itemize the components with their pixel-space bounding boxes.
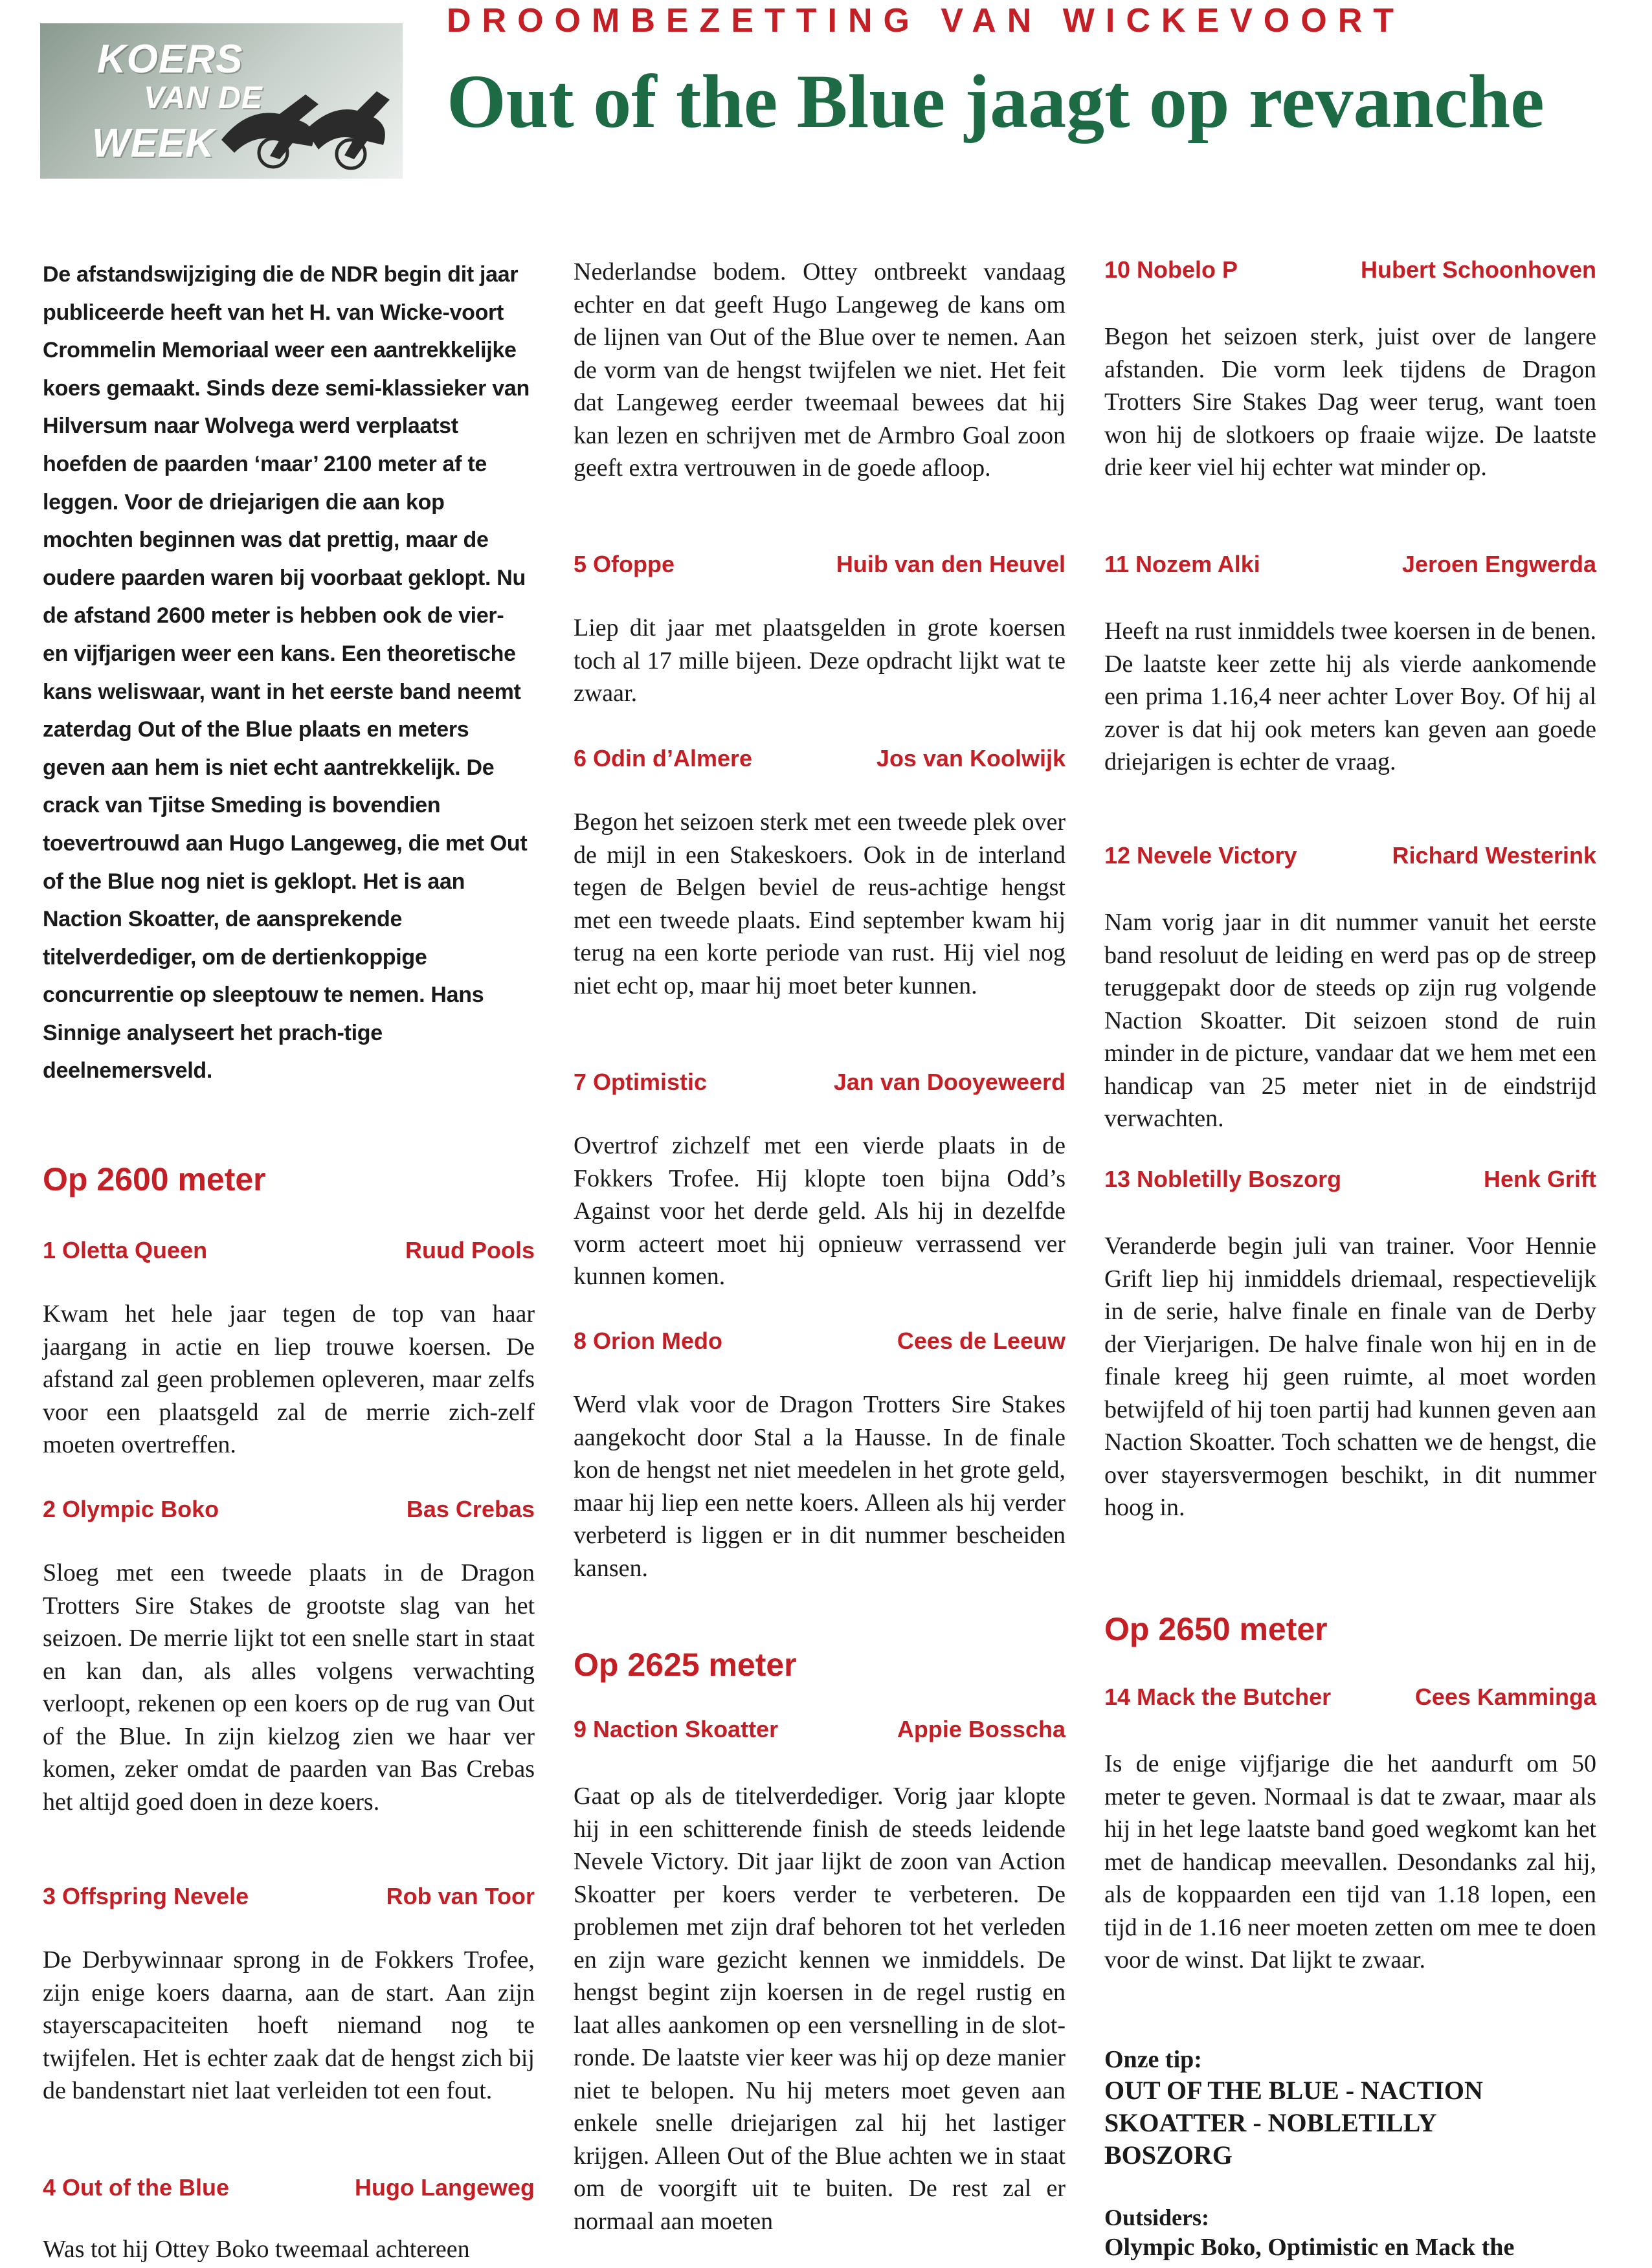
driver-name: Cees Kamminga xyxy=(1414,1684,1596,1710)
entry-1-header xyxy=(43,1236,535,1264)
horse-name: 9 Naction Skoatter xyxy=(574,1716,779,1742)
entry-5-header xyxy=(574,550,1066,578)
tip-line-1: OUT OF THE BLUE - NACTION xyxy=(1104,2076,1483,2105)
driver-name: Hubert Schoonhoven xyxy=(1360,256,1596,283)
horse-name: 7 Optimistic xyxy=(574,1069,708,1095)
entry-14-text: Is de enige vijfjarige die het aandurft om 50 meter te geven. Normaal is dat te zwaar, maar als hij in het lege laatste band goed wegkomt kan het met de handicap meevallen. Desondanks zal hij, als de koppaarden een tijd van 1.18 lopen, een tijd in de 1.16 neer moeten zetten om mee te doen voor de winst. Dat lijkt te zwaar. xyxy=(1104,1750,1596,1973)
column-2 xyxy=(574,256,1066,2268)
entry-11-text: Heeft na rust inmiddels twee koersen in de benen. De laatste keer zette hij als vierde aankomende een prima 1.16,4 neer achter Lover Boy. Of hij al zover is dat hij ook meters kan geven aan goede driejarigen is echter de vraag. xyxy=(1104,617,1596,775)
horse-name: 12 Nevele Victory xyxy=(1104,842,1297,869)
driver-name: Henk Grift xyxy=(1483,1166,1596,1192)
entry-7-header xyxy=(574,1068,1066,1096)
section-title-2600: Op 2600 meter xyxy=(43,1161,266,1197)
entry-14-header xyxy=(1104,1683,1596,1711)
headline: Out of the Blue jaagt op revanche xyxy=(447,59,1545,144)
entry-7-text: Overtrof zichzelf met een vierde plaats in de Fokkers Trofee. Hij klopte toen bijna Odd’s Against voor het derde geld. Als hij in dezelfde vorm acteert moet hij opnieuw verrassend ver kunnen komen. xyxy=(574,1132,1066,1290)
driver-name: Hugo Langeweg xyxy=(355,2174,535,2201)
entry-4-text-continued: Nederlandse bodem. Ottey ontbreekt vandaag echter en dat geeft Hugo Langeweg de kans om de lijnen van Out of the Blue over te nemen. Aan de vorm van de hengst twijfelen we niet. Het feit dat Langeweg eerder tweemaal bewees dat hij kan lezen en schrijven met de Armbro Goal zoon geeft extra vertrouwen in de goede afloop. xyxy=(574,258,1066,482)
entry-2-header xyxy=(43,1495,535,1523)
horse-name: 6 Odin d’Almere xyxy=(574,745,753,772)
entry-2-text: Sloeg met een tweede plaats in de Dragon Trotters Sire Stakes de grootste slag van het seizoen. De merrie lijkt tot een snelle start in staat en kan dan, als alles volgens verwachting verloopt, rekenen op een koers op de rug van Out of the Blue. In zijn kielzog zien we haar ver komen, zeker omdat de paarden van Bas Crebas het altijd goed doen in deze koers. xyxy=(43,1559,535,1816)
entry-6-text: Begon het seizoen sterk met een tweede plek over de mijl in een Stakeskoers. Ook in de interland tegen de Belgen beviel de reus-achtige hengst met een tweede plaats. Eind september kwam hij terug na een korte periode van rust. Hij viel nog niet echt op, maar hij moet beter kunnen. xyxy=(574,808,1066,999)
entry-5-text: Liep dit jaar met plaatsgelden in grote koersen toch al 17 mille bijeen. Deze opdracht lijkt wat te zwaar. xyxy=(574,614,1066,707)
entry-4-header xyxy=(43,2174,535,2201)
driver-name: Bas Crebas xyxy=(406,1496,535,1522)
driver-name: Ruud Pools xyxy=(405,1237,535,1263)
entry-6-header xyxy=(574,744,1066,772)
outsiders-text: Olympic Boko, Optimistic en Mack the xyxy=(1104,2234,1515,2261)
section-title-2650: Op 2650 meter xyxy=(1104,1611,1328,1647)
column-1 xyxy=(43,256,535,2268)
horse-name: 3 Offspring Nevele xyxy=(43,1883,249,1909)
entry-9-header xyxy=(574,1715,1066,1743)
logo-word-1: KOERS xyxy=(97,37,243,82)
column-3 xyxy=(1104,256,1596,2268)
driver-name: Jan van Dooyeweerd xyxy=(833,1069,1066,1095)
entry-3-header xyxy=(43,1882,535,1910)
harness-racing-icon xyxy=(208,69,403,172)
horse-name: 4 Out of the Blue xyxy=(43,2174,229,2201)
outsiders-label: Outsiders: xyxy=(1104,2205,1209,2230)
entry-8-header xyxy=(574,1327,1066,1355)
entry-3-text: De Derbywinnaar sprong in de Fokkers Trofee, zijn enige koers daarna, aan de start. Aan zijn stayerscapaciteiten hoeft niemand nog te twijfelen. Het is echter zaak dat de hengst zich bij de bandenstart niet laat verleiden tot een fout. xyxy=(43,1946,535,2104)
logo-word-3: WEEK xyxy=(92,121,215,166)
tip-line-2: SKOATTER - NOBLETILLY xyxy=(1104,2108,1437,2137)
entry-4-text: Was tot hij Ottey Boko tweemaal achtereen xyxy=(43,2236,470,2263)
logo-word-2: VAN DE xyxy=(144,81,263,115)
driver-name: Jeroen Engwerda xyxy=(1401,551,1596,577)
koers-van-de-week-logo xyxy=(40,23,403,179)
tip-label: Onze tip: xyxy=(1104,2046,1202,2073)
driver-name: Jos van Koolwijk xyxy=(876,745,1066,772)
page-kicker: DROOMBEZETTING VAN WICKEVOORT xyxy=(447,2,1405,39)
entry-12-text: Nam vorig jaar in dit nummer vanuit het eerste band resoluut de leiding en werd pas op de streep teruggepakt door de steeds op zijn rug volgende Naction Skoatter. Dit seizoen stond de ruin minder in de picture, vandaar dat we hem met een handicap van 25 meter niet in de eindstrijd verwachten. xyxy=(1104,909,1596,1132)
horse-name: 11 Nozem Alki xyxy=(1104,551,1260,577)
entry-13-header xyxy=(1104,1165,1596,1193)
driver-name: Huib van den Heuvel xyxy=(836,551,1066,577)
entry-8-text: Werd vlak voor de Dragon Trotters Sire Stakes aangekocht door Stal a la Hausse. In de finale kon de hengst net niet meedelen in het grote geld, maar hij liep een nette koers. Alleen als hij verder verbeterd is liggen er in dit nummer bescheiden kansen. xyxy=(574,1391,1066,1582)
driver-name: Rob van Toor xyxy=(386,1883,535,1909)
tip-line-3: BOSZORG xyxy=(1104,2140,1233,2170)
horse-name: 5 Ofoppe xyxy=(574,551,675,577)
horse-name: 1 Oletta Queen xyxy=(43,1237,208,1263)
entry-11-header xyxy=(1104,550,1596,578)
section-title-2625: Op 2625 meter xyxy=(574,1647,797,1683)
entry-10-text: Begon het seizoen sterk, juist over de langere afstanden. Die vorm leek tijdens de Dragon Trotters Sire Stakes Dag weer terug, want toen won hij de slotkoers op fraaie wijze. De laatste drie keer viel hij echter wat minder op. xyxy=(1104,323,1596,481)
entry-9-text: Gaat op als de titelverdediger. Vorig jaar klopte hij in een schitterende finish de steeds leidende Nevele Victory. Dit jaar lijkt de zoon van Action Skoatter per koers verder te verbeteren. De problemen met zijn draf behoren tot het verleden en zijn ware gezicht kennen we inmiddels. De hengst begint zijn koersen in de regel rustig en laat alles aankomen op een versnelling in de slot-ronde. De laatste vier keer was hij op deze manier niet te belopen. Nu hij meters moet geven aan enkele snelle driejarigen zal hij het lastiger krijgen. Alleen Out of the Blue achten we in staat om de voorgift uit te buiten. De rest zal er normaal aan moeten xyxy=(574,1783,1066,2235)
horse-name: 8 Orion Medo xyxy=(574,1328,723,1354)
driver-name: Cees de Leeuw xyxy=(897,1328,1066,1354)
horse-name: 14 Mack the Butcher xyxy=(1104,1684,1332,1710)
horse-name: 10 Nobelo P xyxy=(1104,256,1238,283)
entry-13-text: Veranderde begin juli van trainer. Voor Hennie Grift liep hij inmiddels driemaal, respectievelijk in de serie, halve finale en finale van de Derby der Vierjarigen. De halve finale won hij en in de finale kreeg hij geen ruimte, al moet worden betwijfeld of hij toen partij had kunnen geven aan Naction Skoatter. Toch schatten we de hengst, die over stayersvermogen beschikt, in dit nummer hoog in. xyxy=(1104,1232,1596,1521)
driver-name: Richard Westerink xyxy=(1392,842,1596,869)
driver-name: Appie Bosscha xyxy=(897,1716,1066,1742)
entry-10-header xyxy=(1104,256,1596,284)
horse-name: 2 Olympic Boko xyxy=(43,1496,219,1522)
entry-12-header xyxy=(1104,841,1596,869)
horse-name: 13 Nobletilly Boszorg xyxy=(1104,1166,1342,1192)
intro-paragraph: De afstandswijziging die de NDR begin dit jaar publiceerde heeft van het H. van Wicke-voort Crommelin Memoriaal weer een aantrekkelijke koers gemaakt. Sinds deze semi-klassieker van Hilversum naar Wolvega werd verplaatst hoefden de paarden ‘maar’ 2100 meter af te leggen. Voor de driejarigen die aan kop mochten beginnen was dat prettig, maar de oudere paarden waren bij voorbaat geklopt. Nu de afstand 2600 meter is hebben ook de vier- en vijfjarigen weer een kans. Een theoretische kans weliswaar, want in het eerste band neemt zaterdag Out of the Blue plaats en meters geven aan hem is niet echt aantrekkelijk. De crack van Tjitse Smeding is bovendien toevertrouwd aan Hugo Langeweg, die met Out of the Blue nog niet is geklopt. Het is aan Naction Skoatter, de aansprekende titelverdediger, om de dertienkoppige concurrentie op sleeptouw te nemen. Hans Sinnige analyseert het prach-tige deelnemersveld. xyxy=(43,262,530,1084)
entry-1-text: Kwam het hele jaar tegen de top van haar jaargang in actie en liep trouwe koersen. De afstand zal geen problemen opleveren, maar zelfs voor een plaatsgeld zal de merrie zich-zelf moeten overtreffen. xyxy=(43,1300,535,1458)
